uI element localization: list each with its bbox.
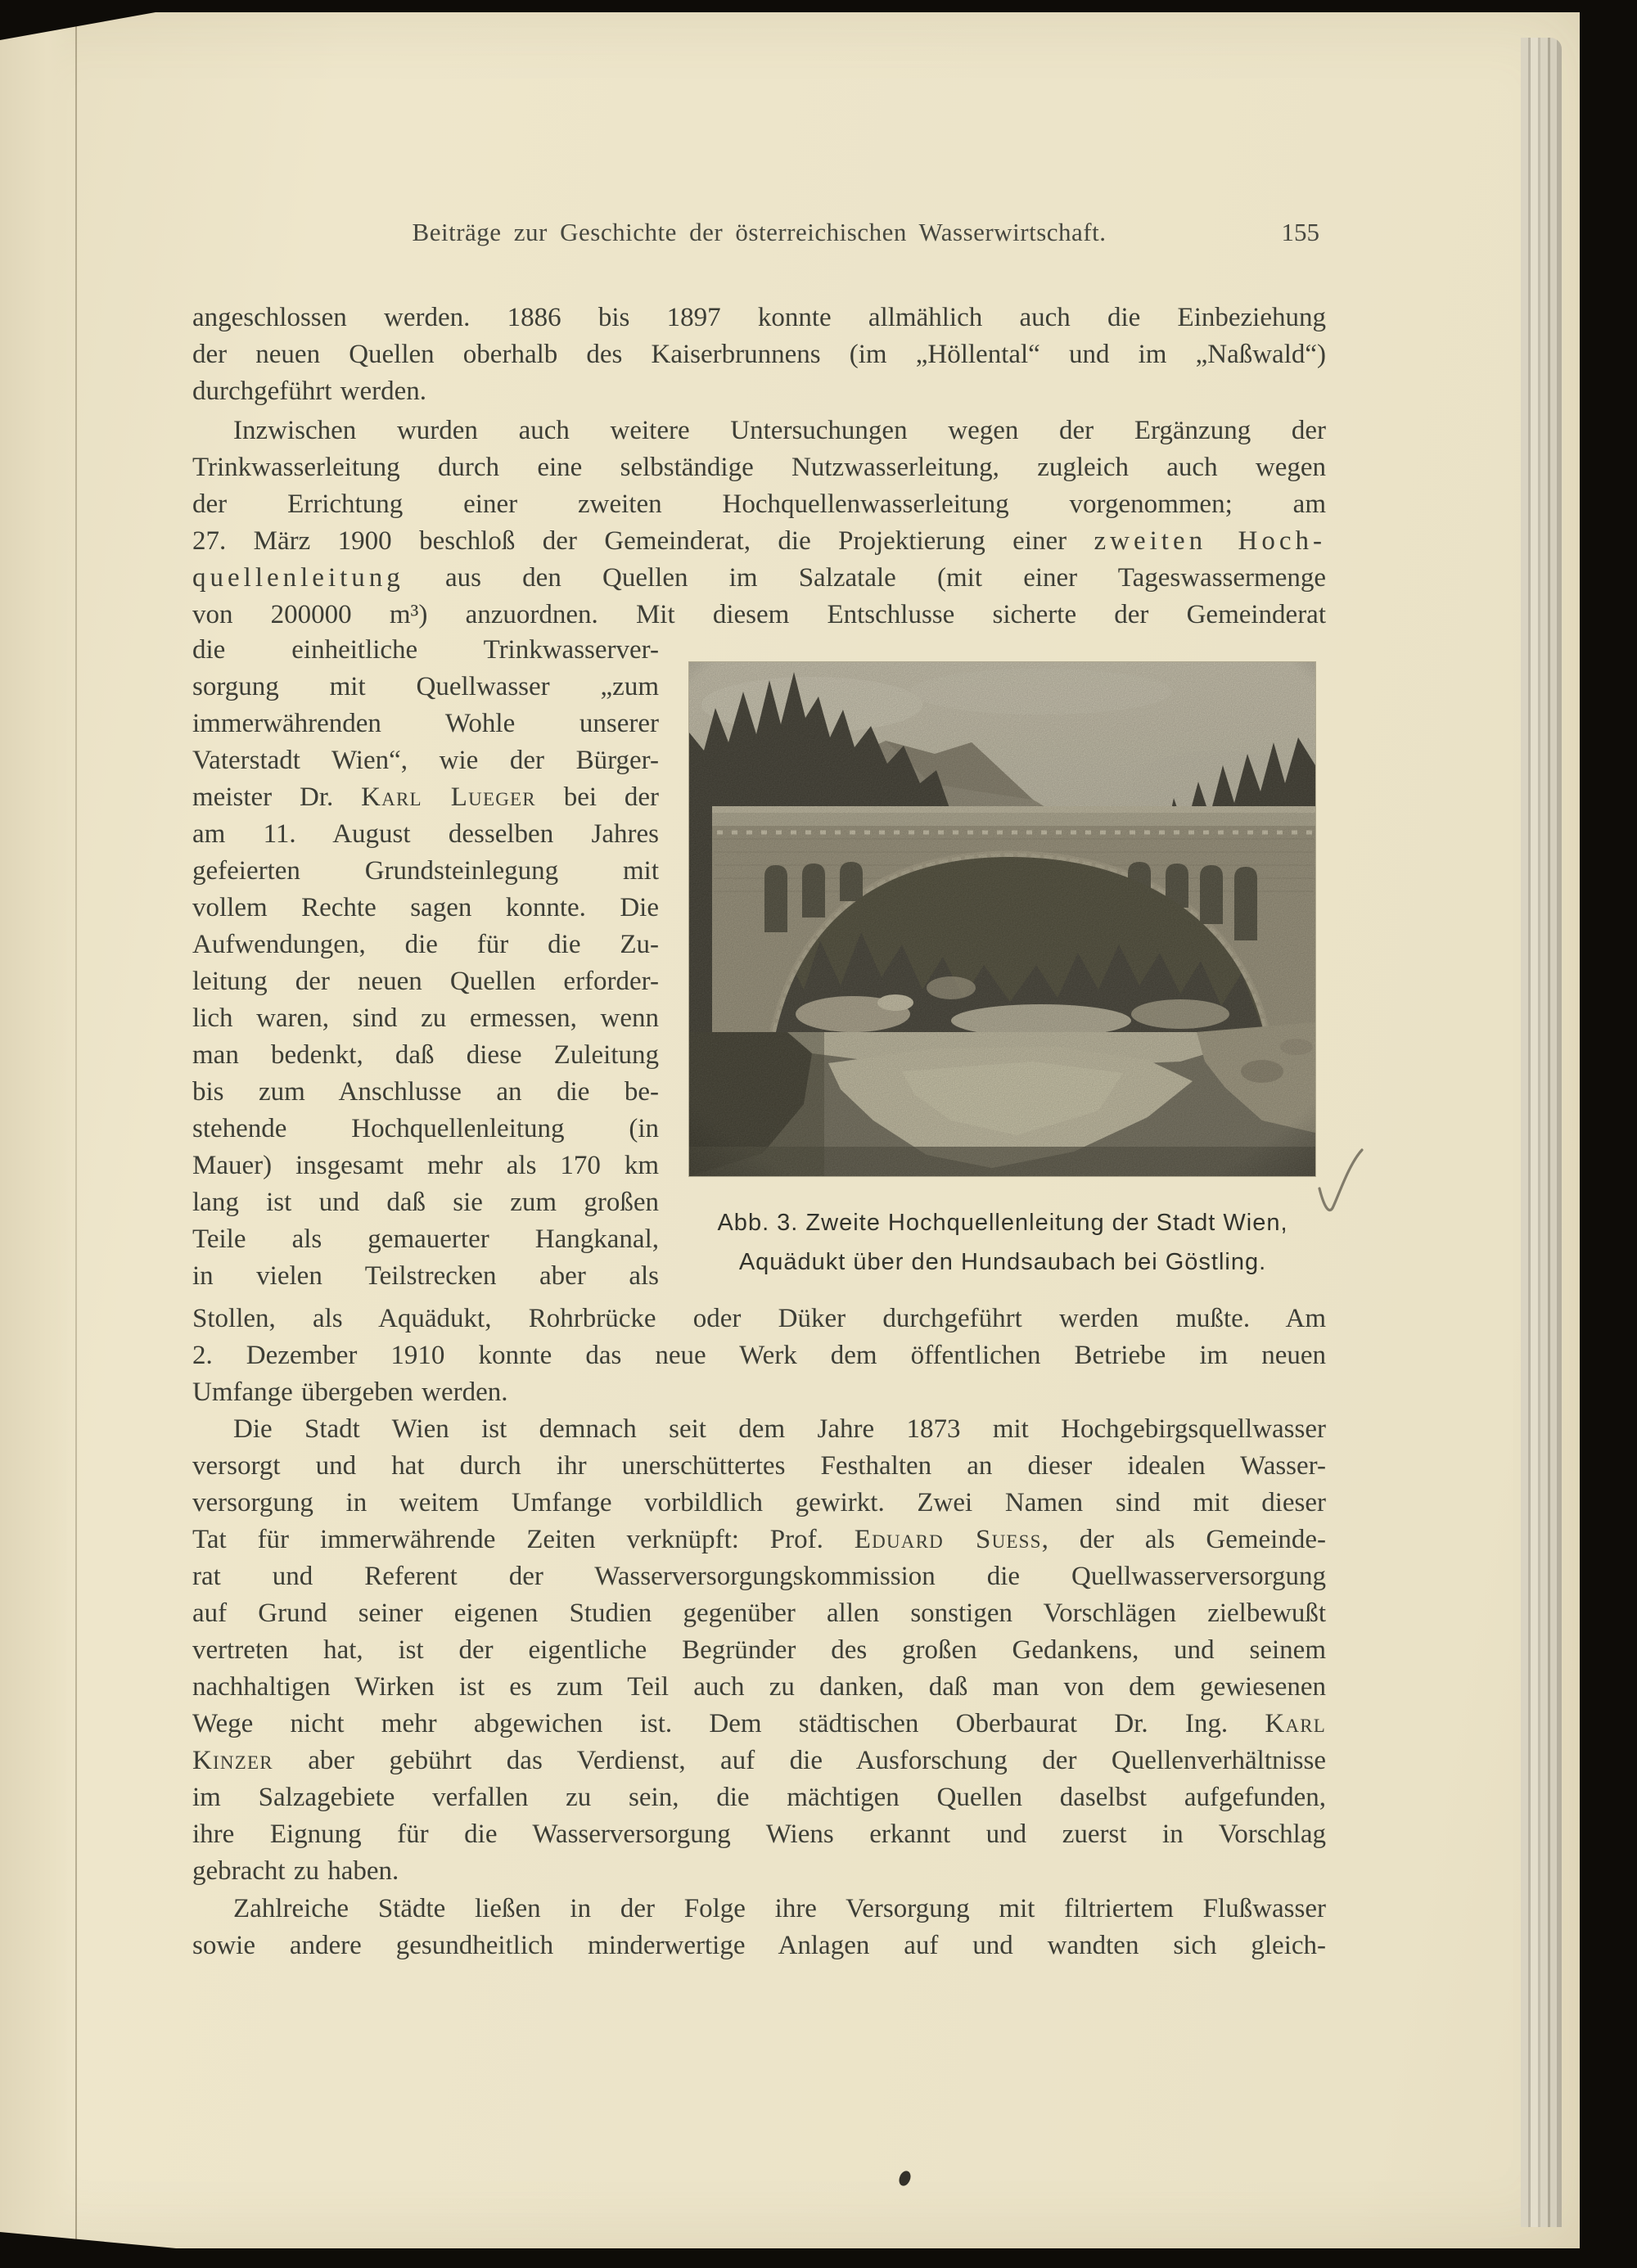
text-line: gefeierten Grundsteinlegung mit [192, 856, 659, 886]
scan-edge-top [0, 0, 1637, 12]
text-line: Teile als gemauerter Hangkanal, [192, 1224, 659, 1254]
text-line: durchgeführt werden. [192, 376, 427, 406]
scan-edge-bottom [0, 2248, 1637, 2268]
text-line: der Errichtung einer zweiten Hochquellenwasserleitung vorgenommen; am [192, 489, 1326, 519]
text-line: stehende Hochquellenleitung (in [192, 1114, 659, 1143]
text-line: am 11. August desselben Jahres [192, 819, 659, 849]
person-name: Karl Lueger [361, 782, 536, 812]
text-line: gebracht zu haben. [192, 1856, 399, 1886]
text-line: auf Grund seiner eigenen Studien gegenüber allen sonstigen Vorschlägen zielbewußt [192, 1598, 1326, 1628]
ink-spot [897, 2169, 913, 2187]
text-line: Mauer) insgesamt mehr als 170 km [192, 1151, 659, 1180]
text-line: ihre Eignung für die Wasserversorgung Wiens erkannt und zuerst in Vorschlag [192, 1819, 1326, 1849]
caption-line: Aquädukt über den Hundsaubach bei Göstling. [738, 1249, 1267, 1275]
person-name: Kinzer [192, 1746, 273, 1775]
text-line: versorgung in weitem Umfange vorbildlich gewirkt. Zwei Namen sind mit dieser [192, 1488, 1326, 1517]
text-line: sowie andere gesundheitlich minderwertige Anlagen auf und wandten sich gleich- [192, 1931, 1326, 1960]
text-line: Kinzer aber gebührt das Verdienst, auf die Ausforschung der Quellenverhältnisse [192, 1746, 1326, 1775]
text-line: quellenleitung aus den Quellen im Salzatale (mit einer Tageswassermenge [192, 563, 1326, 593]
text-line: bis zum Anschlusse an die be- [192, 1077, 659, 1107]
page-edge-stack [1521, 38, 1562, 2227]
scan-edge-right [1619, 0, 1637, 2268]
text-line: 2. Dezember 1910 konnte das neue Werk dem öffentlichen Betriebe im neuen [192, 1341, 1326, 1370]
text-line: Vaterstadt Wien“, wie der Bürger- [192, 746, 659, 775]
person-name: Eduard Suess [854, 1525, 1042, 1554]
handwritten-checkmark [1308, 1148, 1373, 1223]
text-line: vertreten hat, ist der eigentliche Begründer des großen Gedankens, und seinem [192, 1635, 1326, 1665]
paragraph [192, 413, 1326, 634]
text-line: lang ist und daß sie zum großen [192, 1188, 659, 1217]
paragraph [192, 1301, 1326, 1411]
text-line: von 200000 m³) anzuordnen. Mit diesem Entschlusse sicherte der Gemeinderat [192, 600, 1326, 629]
text-line: meister Dr. Karl Lueger bei der [192, 782, 659, 812]
text-line: Tat für immerwährende Zeiten verknüpft: Prof. Eduard Suess, der als Gemeinde- [192, 1525, 1326, 1554]
text-line: leitung der neuen Quellen erforder- [192, 967, 659, 996]
text-line: Trinkwasserleitung durch eine selbständige Nutzwasserleitung, zugleich auch wegen [192, 453, 1326, 482]
page-gutter-crease [75, 11, 77, 2248]
text-line: der neuen Quellen oberhalb des Kaiserbrunnens (im „Höllental“ und im „Naßwald“) [192, 340, 1326, 369]
text-line: rat und Referent der Wasserversorgungskommission die Quellwasserversorgung [192, 1562, 1326, 1591]
text-line: im Salzagebiete verfallen zu sein, die mächtigen Quellen daselbst aufgefunden, [192, 1783, 1326, 1812]
text-line: 27. März 1900 beschloß der Gemeinderat, die Projektierung einer zweiten Hoch- [192, 526, 1326, 556]
book-page [0, 11, 1580, 2248]
text-line: Aufwendungen, die für die Zu- [192, 930, 659, 959]
film-grain-light [689, 662, 1315, 1176]
running-header [192, 215, 1326, 250]
text-line: Die Stadt Wien ist demnach seit dem Jahre 1873 mit Hochgebirgsquellwasser [233, 1414, 1326, 1444]
emphasized-spaced-text: zweiten Hoch- [1094, 526, 1326, 556]
caption-line: Abb. 3. Zweite Hochquellenleitung der Stadt Wien, [717, 1210, 1288, 1236]
text-line: man bedenkt, daß diese Zuleitung [192, 1040, 659, 1070]
text-line: immerwährenden Wohle unserer [192, 709, 659, 738]
text-line: Stollen, als Aquädukt, Rohrbrücke oder Düker durchgeführt werden mußte. Am [192, 1304, 1326, 1333]
text-line: angeschlossen werden. 1886 bis 1897 konnte allmählich auch die Einbeziehung [192, 303, 1326, 332]
text-line: sorgung mit Quellwasser „zum [192, 672, 659, 701]
text-line: Zahlreiche Städte ließen in der Folge ihre Versorgung mit filtriertem Flußwasser [233, 1894, 1326, 1923]
paragraph [192, 1891, 1326, 1964]
paragraph [192, 1411, 1326, 1890]
figure-caption [679, 1203, 1326, 1282]
text-line: vollem Rechte sagen konnte. Die [192, 893, 659, 922]
page-gutter-shadow [0, 11, 79, 2248]
text-line: nachhaltigen Wirken ist es zum Teil auch zu danken, daß man von dem gewiesenen [192, 1672, 1326, 1702]
text-line: Wege nicht mehr abgewichen ist. Dem städtischen Oberbaurat Dr. Ing. Karl [192, 1709, 1326, 1738]
text-line: in vielen Teilstrecken aber als [192, 1261, 659, 1291]
text-line: Umfange übergeben werden. [192, 1377, 508, 1407]
text-line: lich waren, sind zu ermessen, wenn [192, 1003, 659, 1033]
page-number: 155 [1281, 218, 1319, 246]
text-line: versorgt und hat durch ihr unerschüttertes Festhalten an dieser idealen Wasser- [192, 1451, 1326, 1481]
text-line: die einheitliche Trinkwasserver- [192, 635, 659, 665]
person-name: Karl [1265, 1709, 1326, 1738]
bridge-aqueduct-photo [689, 662, 1315, 1176]
wrapped-column [192, 632, 659, 1295]
paragraph [192, 300, 1326, 410]
header-title: Beiträge zur Geschichte der österreichischen Wasserwirtschaft. [412, 218, 1107, 246]
text-line: Inzwischen wurden auch weitere Untersuchungen wegen der Ergänzung der [233, 416, 1326, 445]
emphasized-spaced-text: quellenleitung [192, 563, 404, 593]
